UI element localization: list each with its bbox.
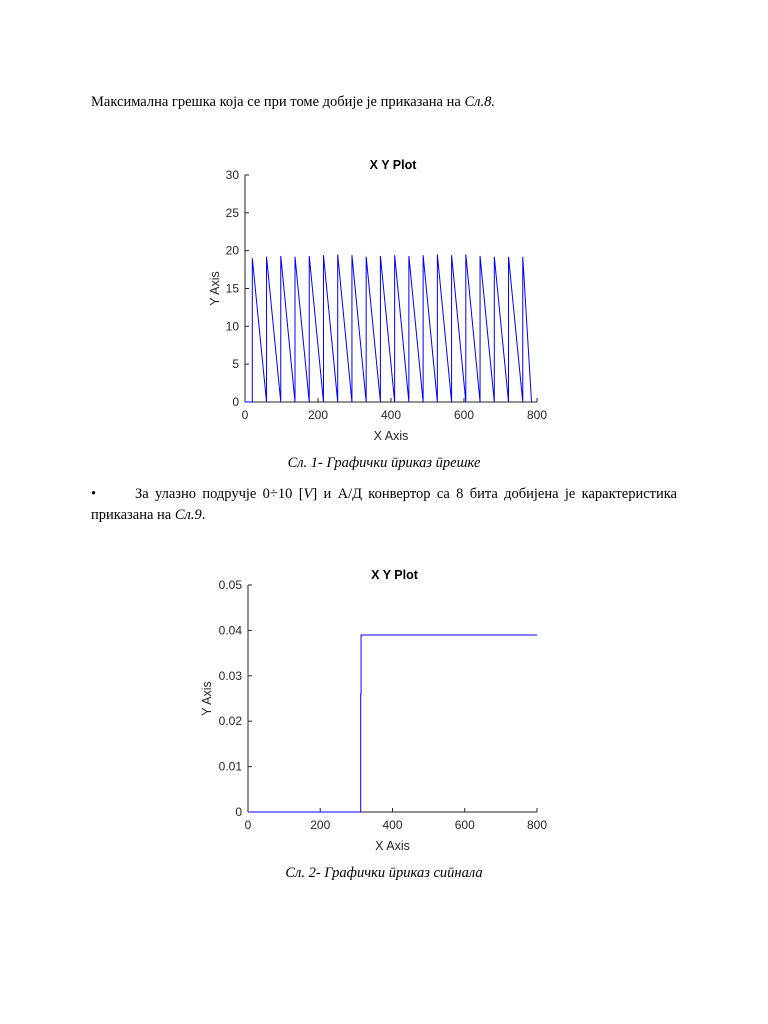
bullet-marker: • [91,486,97,502]
x-tick-label: 0 [244,818,252,832]
x-tick-label: 400 [380,408,402,422]
x-tick-label: 200 [310,818,331,832]
figure-caption-1: Сл. 1- Графички ӣриказ ӣрешке [287,455,481,471]
y-axis-label: Y Axis [208,271,222,306]
paragraph-bullet-text-1: За улазно подручје 0÷10 [ [135,486,304,502]
x-tick-label: 600 [453,408,475,422]
x-tick-label: 0 [241,408,249,422]
chart-title: X Y Plot [369,158,417,172]
y-tick-label: 25 [225,205,239,220]
paragraph-intro [91,92,677,113]
y-tick-label: 20 [225,243,239,258]
x-tick-label: 600 [454,818,475,832]
paragraph-bullet-tail: . [201,507,206,523]
y-axis-label: Y Axis [200,681,214,716]
x-tick-label: 200 [307,408,329,422]
paragraph-bullet [91,484,677,526]
y-tick-label: 0.03 [218,668,242,683]
y-tick-label: 10 [225,319,239,334]
x-tick-label: 400 [382,818,403,832]
y-tick-label: 5 [232,357,239,372]
y-tick-label: 0.04 [218,623,242,638]
y-tick-label: 0 [235,805,242,819]
y-tick-label: 0 [232,395,239,409]
x-axis-label: X Axis [373,429,409,443]
y-tick-label: 0.05 [218,578,242,592]
figure-reference: Сл.8. [464,94,495,110]
paragraph-intro-text: Максимална грешка која се при томе добије је приказана на [91,94,465,110]
x-tick-label: 800 [526,818,548,832]
figure-caption-2: Сл. 2- Графички ӣриказ сиӣнала [285,865,483,881]
unit-volt: V [303,486,313,502]
chart-title: X Y Plot [371,568,418,582]
y-tick-label: 30 [225,168,239,182]
y-tick-label: 0.01 [218,759,242,774]
error-chart [0,155,768,445]
y-tick-label: 15 [225,281,239,296]
signal-chart [0,565,768,855]
series-line-1 [245,254,532,402]
paragraph-bullet-text-2: ] и А/Д конвертор са 8 бита добијена је карактеристика приказана на [91,486,677,523]
figure-reference-2: Сл.9 [174,507,202,523]
x-axis-label: X Axis [375,839,410,853]
y-tick-label: 0.02 [218,714,242,729]
series-line-1 [248,635,537,812]
x-tick-label: 800 [526,408,548,422]
